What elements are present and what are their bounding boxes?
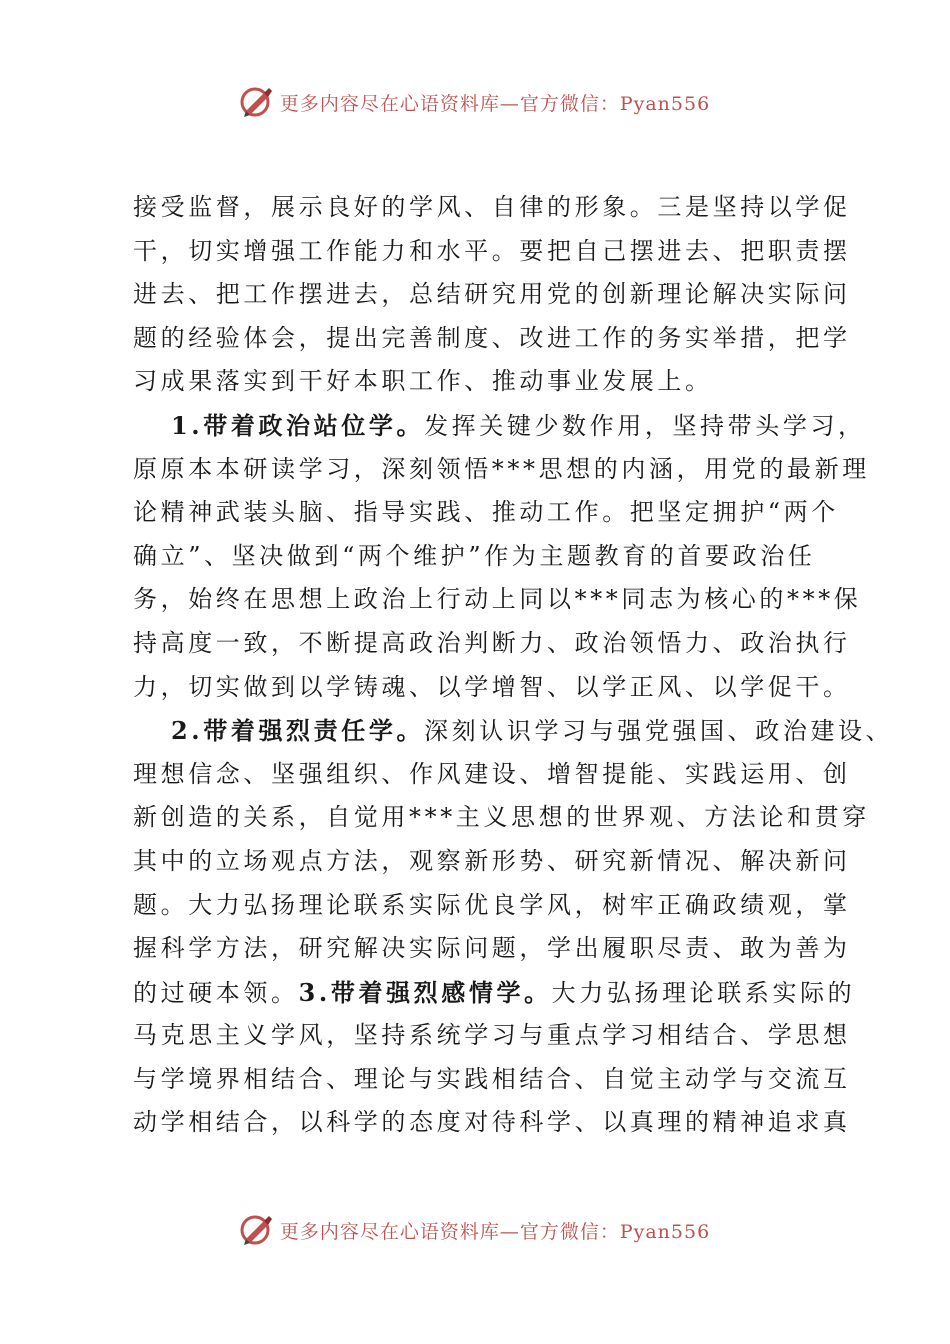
text-line: 与学境界相结合、理论与实践相结合、自觉主动学与交流互 <box>133 1064 851 1093</box>
text-line: 习成果落实到干好本职工作、推动事业发展上。 <box>133 367 713 396</box>
line-text: 发挥关键少数作用，坚持带头学习， <box>424 411 866 440</box>
text-line: 干，切实增强工作能力和水平。要把自己摆进去、把职责摆 <box>133 236 851 265</box>
section-heading: 3.带着强烈感情学。 <box>298 977 552 1007</box>
line-text: 深刻认识学习与强党强国、政治建设、 <box>424 717 894 746</box>
pen-logo-icon <box>240 85 274 119</box>
text-line: 新创造的关系，自觉用***主义思想的世界观、方法论和贯穿 <box>133 803 870 832</box>
text-line: 原原本本研读学习，深刻领悟***思想的内涵，用党的最新理 <box>133 454 870 483</box>
text-line: 题。大力弘扬理论联系实际优良学风，树牢正确政绩观，掌 <box>133 890 851 919</box>
line-text: 的过硬本领。 <box>133 978 299 1007</box>
header-banner <box>0 82 950 122</box>
text-line: 确立”、坚决做到“两个维护”作为主题教育的首要政治任 <box>133 541 816 570</box>
banner-text: 更多内容尽在心语资料库—官方微信：Pyan556 <box>279 1220 711 1243</box>
text-line: 接受监督，展示良好的学风、自律的形象。三是坚持以学促 <box>133 193 851 221</box>
pen-logo-icon <box>240 1213 274 1247</box>
text-line: 论精神武装头脑、指导实践、推动工作。把坚定拥护“两个 <box>133 498 839 527</box>
banner-text: 更多内容尽在心语资料库—官方微信：Pyan556 <box>279 92 711 115</box>
section-heading: 2.带着强烈责任学。 <box>171 716 425 746</box>
text-line: 力，切实做到以学铸魂、以学增智、以学正风、以学促干。 <box>133 672 851 701</box>
document-body <box>133 186 894 1145</box>
text-line: 务，始终在思想上政治上行动上同以***同志为核心的***保 <box>133 585 862 614</box>
text-line <box>133 971 856 1015</box>
text-line: 动学相结合，以科学的态度对待科学、以真理的精神追求真 <box>133 1108 851 1137</box>
text-line: 其中的立场观点方法，观察新形势、研究新情况、解决新问 <box>133 846 851 875</box>
text-line: 题的经验体会，提出完善制度、改进工作的务实举措，把学 <box>133 323 851 352</box>
text-line: 理想信念、坚强组织、作风建设、增智提能、实践运用、创 <box>133 759 851 788</box>
text-line: 进去、把工作摆进去，总结研究用党的创新理论解决实际问 <box>133 280 851 309</box>
line-text: 大力弘扬理论联系实际的 <box>551 978 856 1007</box>
footer-banner <box>0 1210 950 1250</box>
text-line: 持高度一致，不断提高政治判断力、政治领悟力、政治执行 <box>133 628 851 657</box>
text-line <box>133 709 894 753</box>
text-line <box>133 404 866 448</box>
section-heading: 1.带着政治站位学。 <box>171 410 425 440</box>
text-line: 马克思主义学风，坚持系统学习与重点学习相结合、学思想 <box>133 1021 851 1050</box>
text-line: 握科学方法，研究解决实际问题，学出履职尽责、敢为善为 <box>133 934 851 963</box>
